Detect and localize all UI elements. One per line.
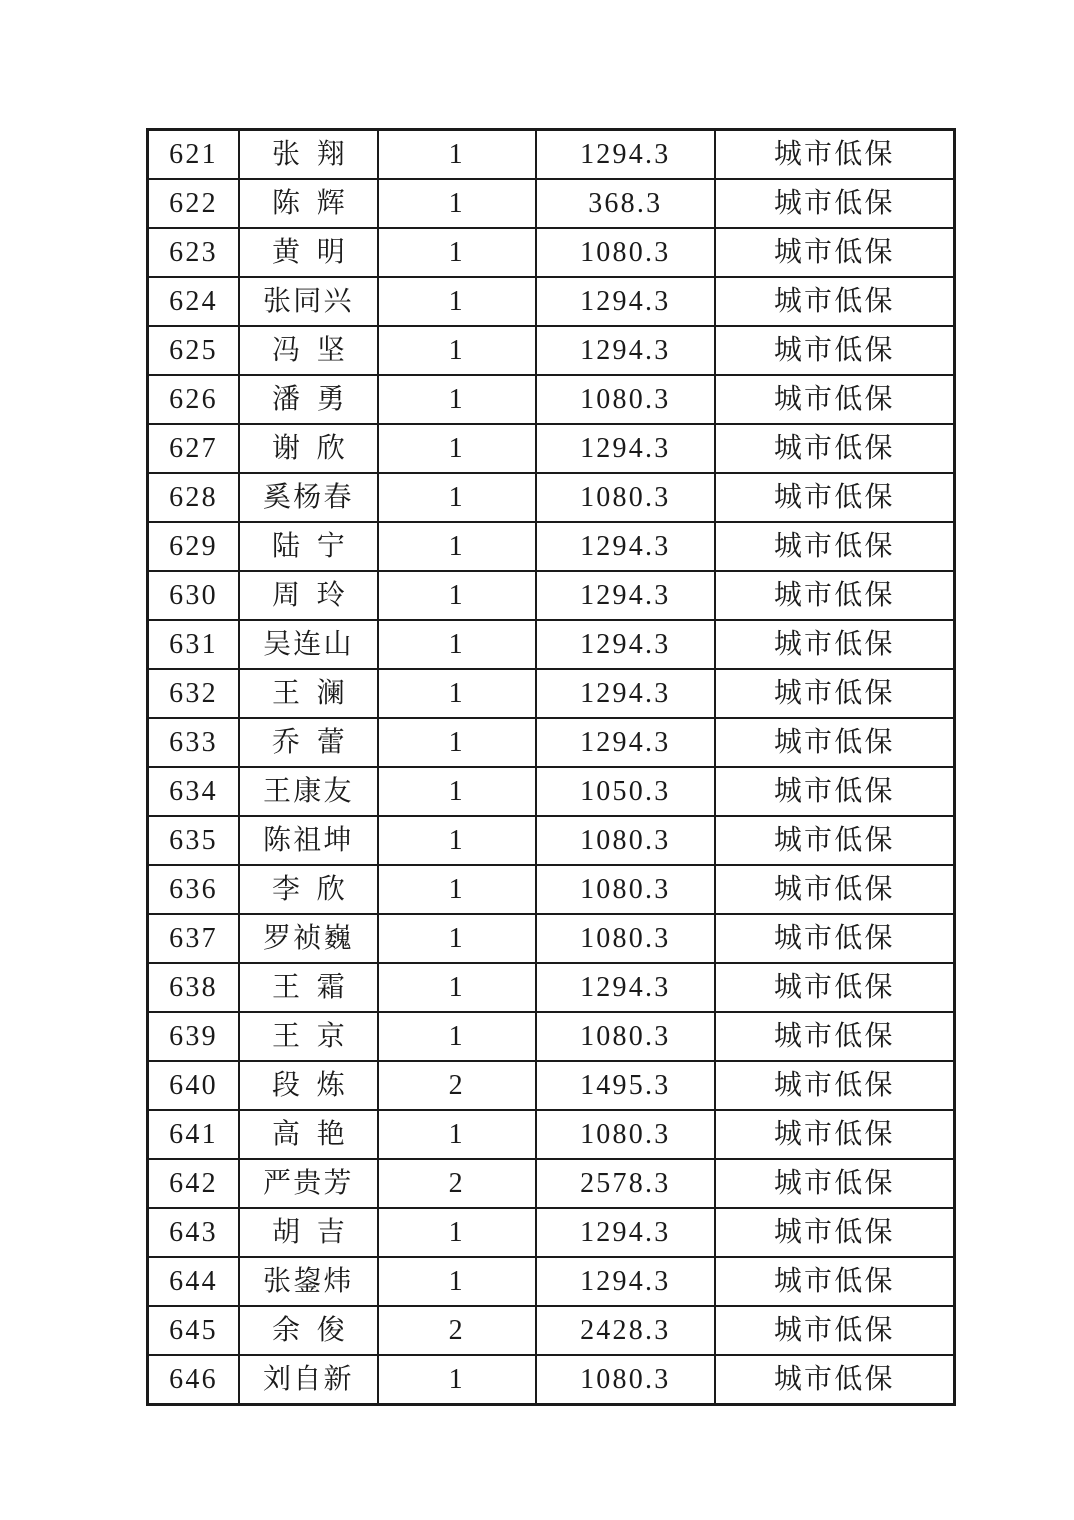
cell-category: 城市低保 <box>715 1306 955 1355</box>
cell-count: 1 <box>378 816 536 865</box>
cell-name: 段炼 <box>239 1061 378 1110</box>
cell-index: 632 <box>148 669 240 718</box>
cell-category: 城市低保 <box>715 914 955 963</box>
cell-count: 2 <box>378 1306 536 1355</box>
cell-count: 1 <box>378 130 536 180</box>
cell-amount: 1495.3 <box>536 1061 715 1110</box>
cell-count: 1 <box>378 375 536 424</box>
cell-category: 城市低保 <box>715 963 955 1012</box>
cell-count: 1 <box>378 326 536 375</box>
table-row <box>148 1306 955 1355</box>
cell-category: 城市低保 <box>715 1257 955 1306</box>
table-row <box>148 1110 955 1159</box>
table-row <box>148 1257 955 1306</box>
cell-amount: 1294.3 <box>536 963 715 1012</box>
table-row <box>148 1061 955 1110</box>
cell-amount: 1080.3 <box>536 1012 715 1061</box>
cell-index: 623 <box>148 228 240 277</box>
cell-name: 黄明 <box>239 228 378 277</box>
cell-count: 1 <box>378 767 536 816</box>
cell-name: 谢欣 <box>239 424 378 473</box>
cell-category: 城市低保 <box>715 1012 955 1061</box>
cell-count: 1 <box>378 179 536 228</box>
cell-name: 潘勇 <box>239 375 378 424</box>
cell-index: 622 <box>148 179 240 228</box>
cell-amount: 1294.3 <box>536 522 715 571</box>
cell-name: 冯坚 <box>239 326 378 375</box>
cell-category: 城市低保 <box>715 228 955 277</box>
cell-amount: 1294.3 <box>536 669 715 718</box>
table-row <box>148 1012 955 1061</box>
cell-amount: 368.3 <box>536 179 715 228</box>
cell-category: 城市低保 <box>715 718 955 767</box>
cell-category: 城市低保 <box>715 473 955 522</box>
table-row <box>148 1159 955 1208</box>
table-row <box>148 963 955 1012</box>
cell-category: 城市低保 <box>715 375 955 424</box>
table-row <box>148 1355 955 1405</box>
cell-category: 城市低保 <box>715 571 955 620</box>
cell-index: 644 <box>148 1257 240 1306</box>
benefits-table <box>146 128 956 1406</box>
cell-amount: 1050.3 <box>536 767 715 816</box>
cell-index: 641 <box>148 1110 240 1159</box>
table-row <box>148 571 955 620</box>
cell-index: 624 <box>148 277 240 326</box>
table-row <box>148 767 955 816</box>
cell-amount: 1294.3 <box>536 424 715 473</box>
cell-name: 胡吉 <box>239 1208 378 1257</box>
cell-amount: 2578.3 <box>536 1159 715 1208</box>
cell-name: 严贵芳 <box>239 1159 378 1208</box>
table-row <box>148 375 955 424</box>
cell-index: 639 <box>148 1012 240 1061</box>
cell-name: 王康友 <box>239 767 378 816</box>
cell-count: 2 <box>378 1159 536 1208</box>
cell-index: 628 <box>148 473 240 522</box>
cell-count: 1 <box>378 620 536 669</box>
cell-index: 635 <box>148 816 240 865</box>
table-row <box>148 228 955 277</box>
cell-index: 643 <box>148 1208 240 1257</box>
cell-name: 王澜 <box>239 669 378 718</box>
cell-amount: 1080.3 <box>536 228 715 277</box>
table-row <box>148 816 955 865</box>
cell-amount: 1080.3 <box>536 865 715 914</box>
cell-amount: 1294.3 <box>536 277 715 326</box>
cell-index: 646 <box>148 1355 240 1405</box>
cell-category: 城市低保 <box>715 277 955 326</box>
cell-index: 631 <box>148 620 240 669</box>
table-row <box>148 424 955 473</box>
table-row <box>148 179 955 228</box>
cell-count: 1 <box>378 669 536 718</box>
table-row <box>148 473 955 522</box>
cell-count: 2 <box>378 1061 536 1110</box>
cell-index: 633 <box>148 718 240 767</box>
cell-category: 城市低保 <box>715 130 955 180</box>
cell-index: 636 <box>148 865 240 914</box>
cell-name: 刘自新 <box>239 1355 378 1405</box>
cell-index: 638 <box>148 963 240 1012</box>
cell-index: 637 <box>148 914 240 963</box>
cell-amount: 1294.3 <box>536 326 715 375</box>
cell-name: 陈辉 <box>239 179 378 228</box>
table-row <box>148 865 955 914</box>
table-row <box>148 718 955 767</box>
cell-name: 王霜 <box>239 963 378 1012</box>
cell-count: 1 <box>378 914 536 963</box>
cell-name: 乔蕾 <box>239 718 378 767</box>
cell-amount: 1294.3 <box>536 130 715 180</box>
cell-amount: 1080.3 <box>536 914 715 963</box>
cell-name: 李欣 <box>239 865 378 914</box>
cell-count: 1 <box>378 865 536 914</box>
cell-name: 张同兴 <box>239 277 378 326</box>
cell-name: 王京 <box>239 1012 378 1061</box>
cell-count: 1 <box>378 424 536 473</box>
cell-count: 1 <box>378 1012 536 1061</box>
cell-count: 1 <box>378 1110 536 1159</box>
cell-index: 629 <box>148 522 240 571</box>
table-row <box>148 522 955 571</box>
cell-amount: 1080.3 <box>536 1110 715 1159</box>
cell-name: 高艳 <box>239 1110 378 1159</box>
cell-amount: 2428.3 <box>536 1306 715 1355</box>
cell-name: 吴连山 <box>239 620 378 669</box>
cell-amount: 1294.3 <box>536 1257 715 1306</box>
table-row <box>148 326 955 375</box>
cell-count: 1 <box>378 718 536 767</box>
cell-amount: 1080.3 <box>536 1355 715 1405</box>
cell-category: 城市低保 <box>715 1110 955 1159</box>
cell-amount: 1080.3 <box>536 375 715 424</box>
cell-amount: 1080.3 <box>536 816 715 865</box>
table-row <box>148 669 955 718</box>
cell-category: 城市低保 <box>715 424 955 473</box>
cell-index: 621 <box>148 130 240 180</box>
cell-name: 张翔 <box>239 130 378 180</box>
cell-count: 1 <box>378 571 536 620</box>
cell-category: 城市低保 <box>715 1159 955 1208</box>
cell-count: 1 <box>378 228 536 277</box>
cell-amount: 1294.3 <box>536 1208 715 1257</box>
cell-index: 640 <box>148 1061 240 1110</box>
table-row <box>148 130 955 180</box>
cell-name: 陆宁 <box>239 522 378 571</box>
cell-count: 1 <box>378 473 536 522</box>
cell-name: 陈祖坤 <box>239 816 378 865</box>
cell-category: 城市低保 <box>715 767 955 816</box>
cell-index: 625 <box>148 326 240 375</box>
cell-name: 罗祯巍 <box>239 914 378 963</box>
cell-index: 626 <box>148 375 240 424</box>
cell-name: 奚杨春 <box>239 473 378 522</box>
cell-category: 城市低保 <box>715 1061 955 1110</box>
cell-index: 642 <box>148 1159 240 1208</box>
table-row <box>148 620 955 669</box>
cell-amount: 1080.3 <box>536 473 715 522</box>
cell-category: 城市低保 <box>715 1208 955 1257</box>
cell-category: 城市低保 <box>715 522 955 571</box>
table-row <box>148 1208 955 1257</box>
cell-count: 1 <box>378 1208 536 1257</box>
cell-index: 645 <box>148 1306 240 1355</box>
cell-category: 城市低保 <box>715 669 955 718</box>
cell-name: 余俊 <box>239 1306 378 1355</box>
cell-index: 627 <box>148 424 240 473</box>
cell-category: 城市低保 <box>715 816 955 865</box>
cell-index: 634 <box>148 767 240 816</box>
cell-category: 城市低保 <box>715 1355 955 1405</box>
cell-amount: 1294.3 <box>536 620 715 669</box>
cell-category: 城市低保 <box>715 179 955 228</box>
cell-category: 城市低保 <box>715 620 955 669</box>
cell-amount: 1294.3 <box>536 718 715 767</box>
cell-count: 1 <box>378 1355 536 1405</box>
cell-count: 1 <box>378 963 536 1012</box>
cell-name: 张鋆炜 <box>239 1257 378 1306</box>
cell-name: 周玲 <box>239 571 378 620</box>
cell-count: 1 <box>378 1257 536 1306</box>
cell-count: 1 <box>378 277 536 326</box>
cell-amount: 1294.3 <box>536 571 715 620</box>
cell-index: 630 <box>148 571 240 620</box>
table-row <box>148 277 955 326</box>
cell-category: 城市低保 <box>715 326 955 375</box>
cell-count: 1 <box>378 522 536 571</box>
table-row <box>148 914 955 963</box>
cell-category: 城市低保 <box>715 865 955 914</box>
benefits-table-body <box>148 130 955 1405</box>
